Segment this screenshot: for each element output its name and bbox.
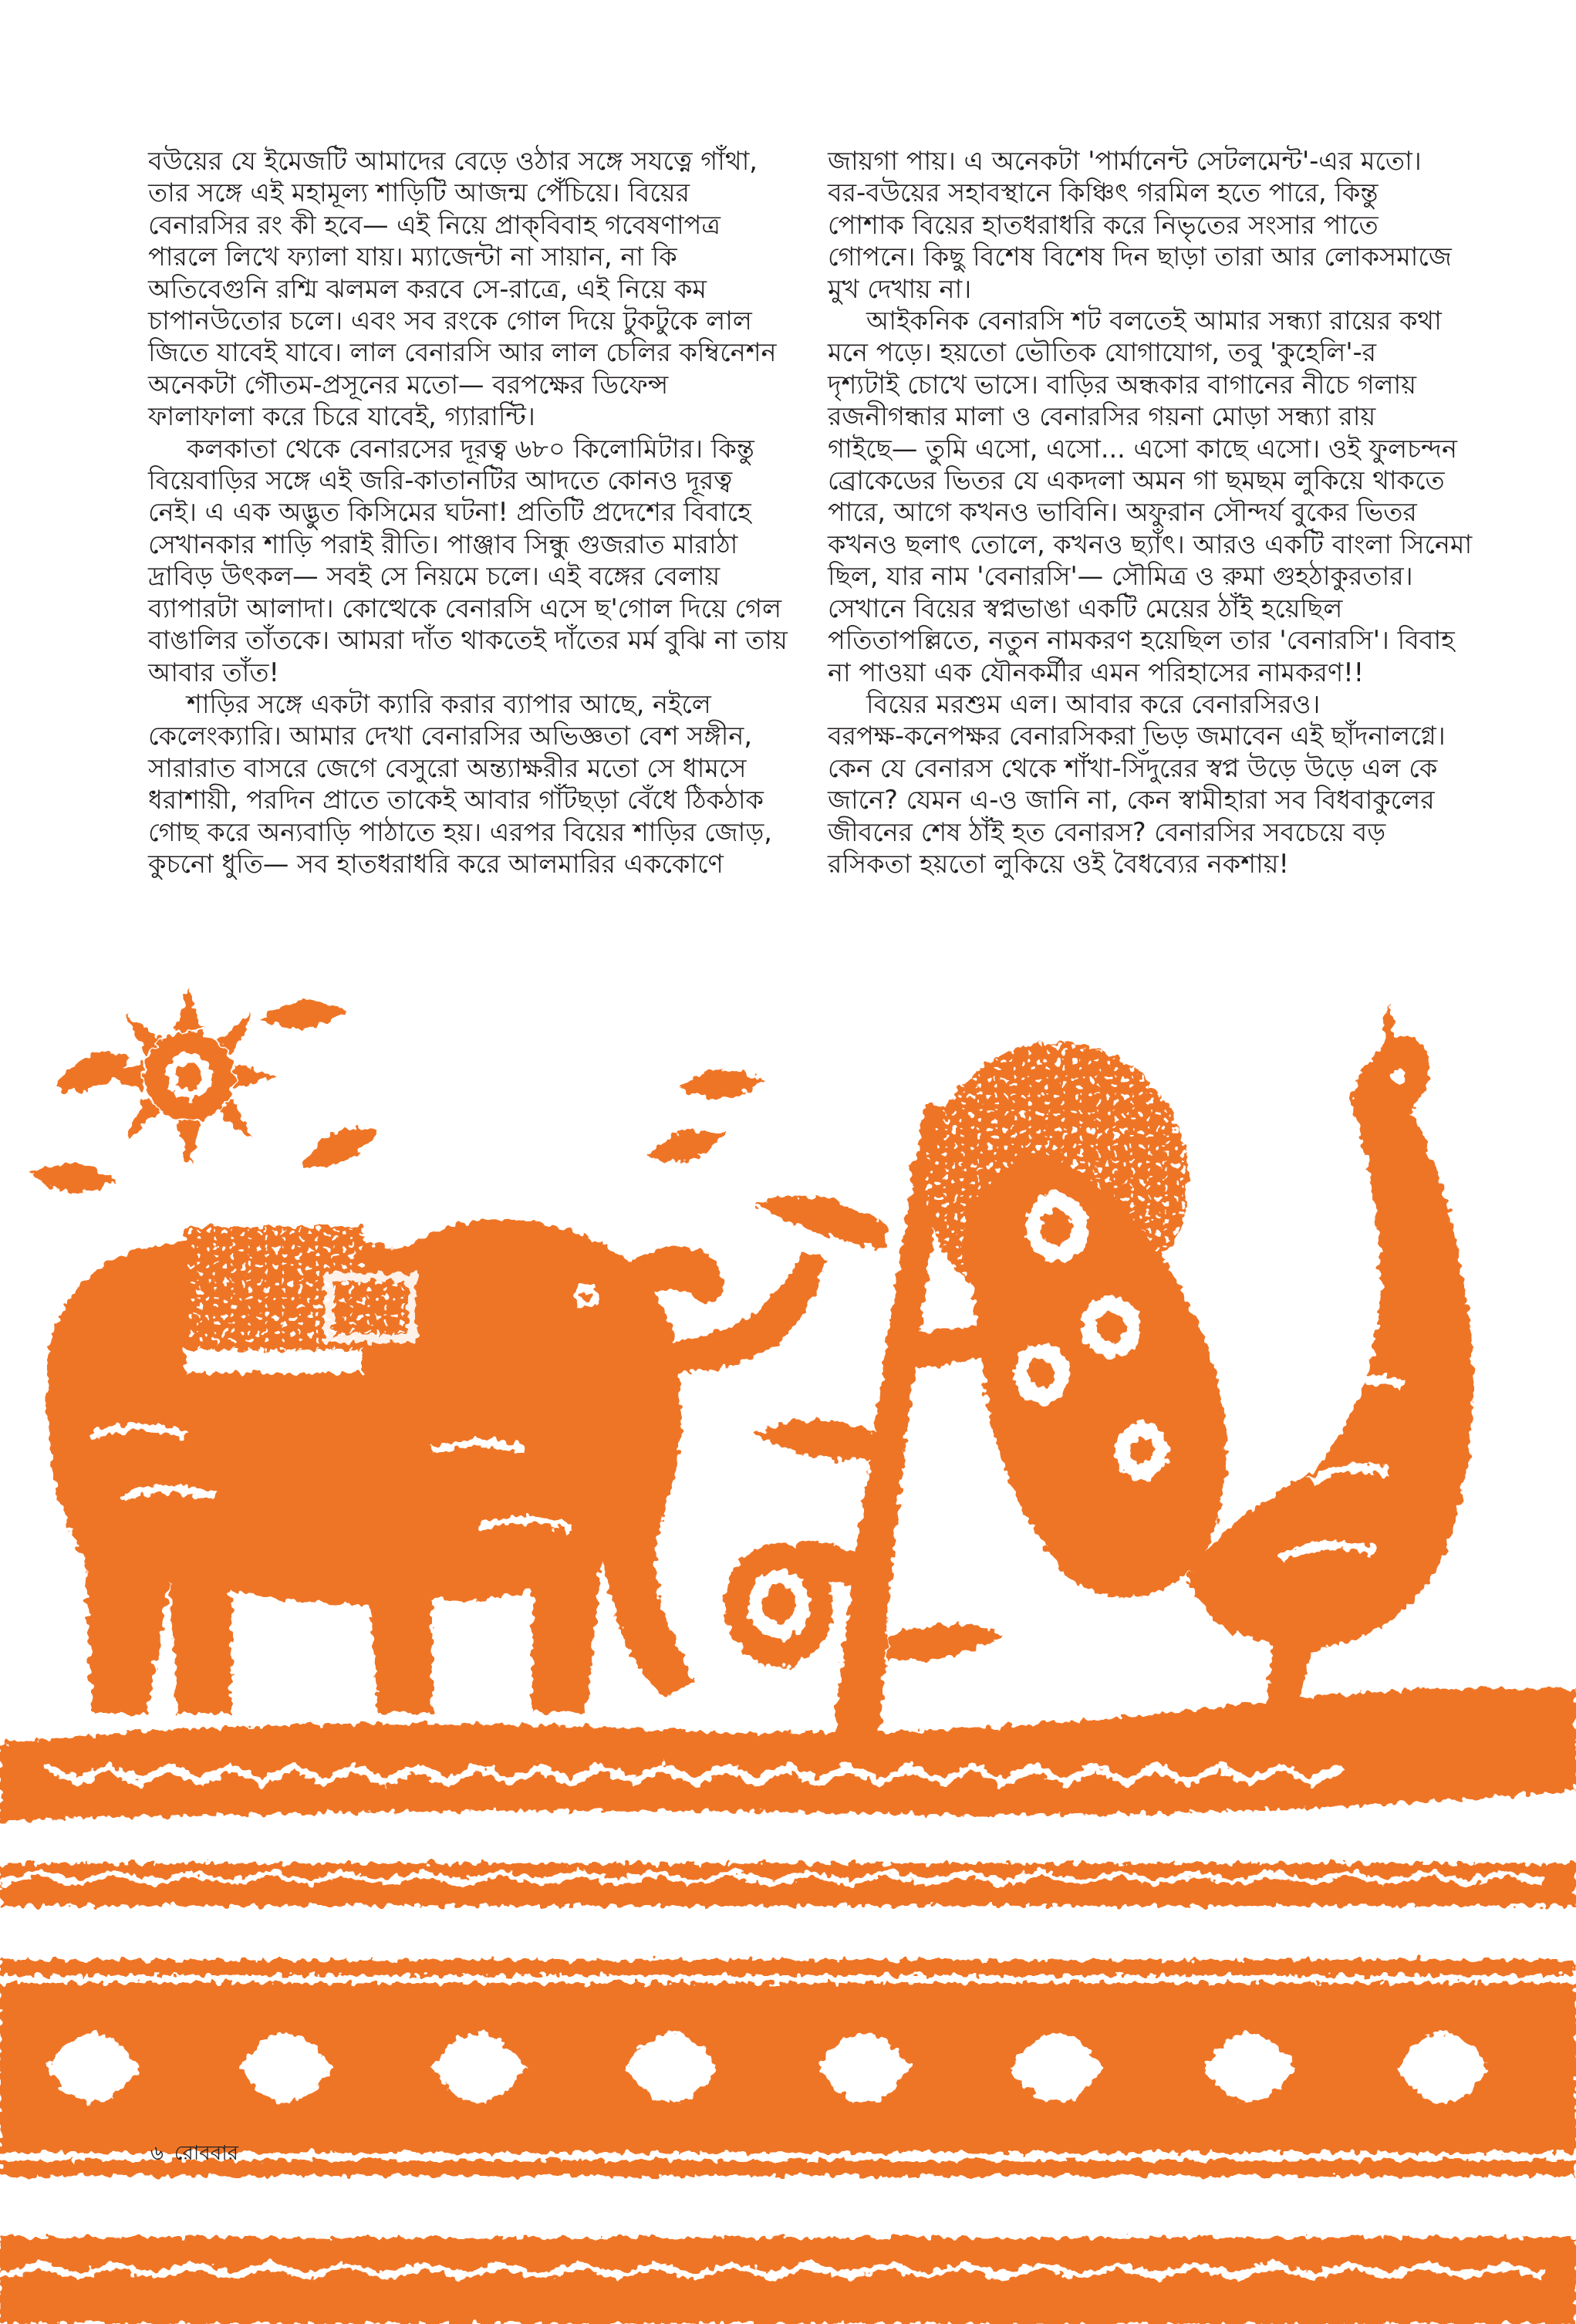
- page-footer: [150, 2142, 249, 2165]
- text-line: না পাওয়া এক যৌনকর্মীর এমন পরিহাসের নামকরণ!!: [828, 657, 1365, 687]
- leaf-icon: [31, 1163, 116, 1192]
- leaf-icon: [262, 1001, 347, 1029]
- flower-icon: [725, 1543, 833, 1667]
- text-line: তার সঙ্গে এই মহামূল্য শাড়িটি আজন্ম পেঁচিয়ে। বিয়ের: [148, 177, 690, 208]
- text-line: গাইছে— তুমি এসো, এসো... এসো কাছে এসো। ওই ফুলচন্দন: [828, 433, 1457, 464]
- text-line: পতিতাপল্লিতে, নতুন নামকরণ হয়েছিল তার 'বেনারসি'। বিবাহ: [828, 625, 1455, 656]
- elephant-icon: [46, 1219, 723, 1713]
- text-line: কেলেংক্যারি। আমার দেখা বেনারসির অভিজ্ঞতা বেশ সঙ্গীন,: [148, 721, 752, 752]
- text-line: বরপক্ষ-কনেপক্ষর বেনারসিকরা ভিড় জমাবেন এই ছাঁদনালগ্নে।: [828, 721, 1446, 752]
- text-line: বর-বউয়ের সহাবস্থানে কিঞ্চিৎ গরমিল হতে পারে, কিন্তু: [828, 177, 1379, 208]
- text-line: সেখানকার শাড়ি পরাই রীতি। পাঞ্জাব সিন্ধু গুজরাত মারাঠা: [148, 529, 738, 559]
- text-line: বিয়েবাড়ির সঙ্গে এই জরি-কাতানটির আদতে কোনও দূরত্ব: [148, 465, 733, 496]
- text-line: অনেকটা গৌতম-প্রসূনের মতো— বরপক্ষের ডিফেন্স: [148, 369, 669, 400]
- text-line: কুচনো ধুতি— সব হাতধরাধরি করে আলমারির এককোণে: [148, 848, 724, 879]
- text-line: জায়গা পায়। এ অনেকটা 'পার্মানেন্ট সেটলমেন্ট'-এর মতো।: [828, 146, 1422, 176]
- text-line: আবার তাঁত!: [148, 657, 279, 687]
- sun-flower-icon: [100, 988, 278, 1165]
- text-line: ধরাশায়ী, পরদিন প্রাতে তাকেই আবার গাঁটছড়া বেঁধে ঠিকঠাক: [148, 785, 764, 816]
- text-line: রজনীগন্ধার মালা ও বেনারসির গয়না মোড়া সন্ধ্যা রায়: [828, 401, 1376, 432]
- leaf-icon: [301, 1128, 378, 1167]
- text-line: জিতে যাবেই যাবে। লাল বেনারসি আর লাল চেলির কম্বিনেশন: [148, 337, 777, 368]
- text-line: কখনও ছলাৎ তোলে, কখনও ছ্যাঁৎ। আরও একটি বাংলা সিনেমা: [828, 529, 1473, 559]
- text-line: কেন যে বেনারস থেকে শাঁখা-সিঁদুরের স্বপ্ন উড়ে উড়ে এল কে: [828, 752, 1438, 783]
- border-band: [0, 2238, 1576, 2324]
- textile-artwork: [0, 972, 1576, 2324]
- peacock-icon: [926, 1042, 1227, 1598]
- text-line: রসিকতা হয়তো লুকিয়ে ওই বৈধব্যের নকশায়!: [828, 848, 1289, 879]
- text-line: জানে? যেমন এ-ও জানি না, কেন স্বামীহারা সব বিধবাকুলের: [828, 785, 1435, 816]
- page-number: ৬: [150, 2142, 164, 2165]
- text-line: ব্রোকেডের ভিতর যে একদলা অমন গা ছমছম লুকিয়ে থাকতে: [828, 465, 1445, 496]
- text-line: ফালাফালা করে চিরে যাবেই, গ্যারান্টি।: [148, 401, 535, 432]
- text-line: শাড়ির সঙ্গে একটা ক্যারি করার ব্যাপার আছে, নইলে: [187, 688, 711, 719]
- text-line: নেই। এ এক অদ্ভুত কিসিমের ঘটনা! প্রতিটি প্রদেশের বিবাহে: [148, 497, 751, 528]
- text-line: পোশাক বিয়ের হাতধরাধরি করে নিভৃতের সংসার পাতে: [828, 209, 1379, 240]
- text-line: বেনারসির রং কী হবে— এই নিয়ে প্রাক্‌বিবাহ গবেষণাপত্র: [148, 209, 721, 240]
- magazine-name: রোববার: [174, 2142, 239, 2165]
- text-line: পারলে লিখে ফ্যালা যায়। ম্যাজেন্টা না সায়ান, না কি: [148, 242, 677, 272]
- text-line: পারে, আগে কখনও ভাবিনি। অফুরান সৌন্দর্য বুকের ভিতর: [828, 497, 1417, 528]
- text-line: মুখ দেখায় না।: [828, 273, 972, 304]
- bird-icon: [1188, 1003, 1473, 1713]
- text-line: দ্রাবিড় উৎকল— সবই সে নিয়মে চলে। এই বঙ্গের বেলায়: [148, 561, 721, 592]
- text-line: সারারাত বাসরে জেগে বেসুরো অন্ত্যাক্ষরীর মতো সে ধামসে: [148, 752, 747, 783]
- text-line: গোপনে। কিছু বিশেষ বিশেষ দিন ছাড়া তারা আর লোকসমাজে: [828, 242, 1452, 272]
- article-column-left: [148, 145, 788, 880]
- text-line: মনে পড়ে। হয়তো ভৌতিক যোগাযোগ, তবু 'কুহেলি'-র: [828, 337, 1377, 368]
- text-line: ব্যাপারটা আলাদা। কোত্থেকে বেনারসি এসে ছ'গোল দিয়ে গেল: [148, 593, 782, 623]
- text-line: বাঙালির তাঁতকে। আমরা দাঁত থাকতেই দাঁতের মর্ম বুঝি না তায়: [148, 625, 788, 656]
- text-line: গোছ করে অন্যবাড়ি পাঠাতে হয়। এরপর বিয়ের শাড়ির জোড়,: [148, 816, 772, 847]
- text-line: দৃশ্যটাই চোখে ভাসে। বাড়ির অন্ধকার বাগানের নীচে গলায়: [828, 369, 1416, 400]
- article-column-right: [828, 145, 1472, 880]
- text-line: কলকাতা থেকে বেনারসের দূরত্ব ৬৮০ কিলোমিটার। কিন্তু: [187, 433, 754, 464]
- text-line: বউয়ের যে ইমেজটি আমাদের বেড়ে ওঠার সঙ্গে সযত্নে গাঁথা,: [148, 146, 758, 176]
- text-line: সেখানে বিয়ের স্বপ্নভাঙা একটি মেয়ের ঠাঁই হয়েছিল: [828, 593, 1343, 623]
- text-line: বিয়ের মরশুম এল। আবার করে বেনারসিরও।: [866, 688, 1321, 719]
- text-line: চাপানউতোর চলে। এবং সব রংকে গোল দিয়ে টুকটুকে লাল: [148, 306, 752, 336]
- text-line: ছিল, যার নাম 'বেনারসি'— সৌমিত্র ও রুমা গুহঠাকুরতার।: [828, 561, 1413, 592]
- ground-band: [0, 1688, 1576, 1822]
- text-line: অতিবেগুনি রশ্মি ঝলমল করবে সে-রাত্রে, এই নিয়ে কম: [148, 273, 707, 304]
- text-line: জীবনের শেষ ঠাঁই হত বেনারস? বেনারসির সবচেয়ে বড়: [828, 816, 1386, 847]
- text-line: আইকনিক বেনারসি শট বলতেই আমার সন্ধ্যা রায়ের কথা: [866, 306, 1442, 336]
